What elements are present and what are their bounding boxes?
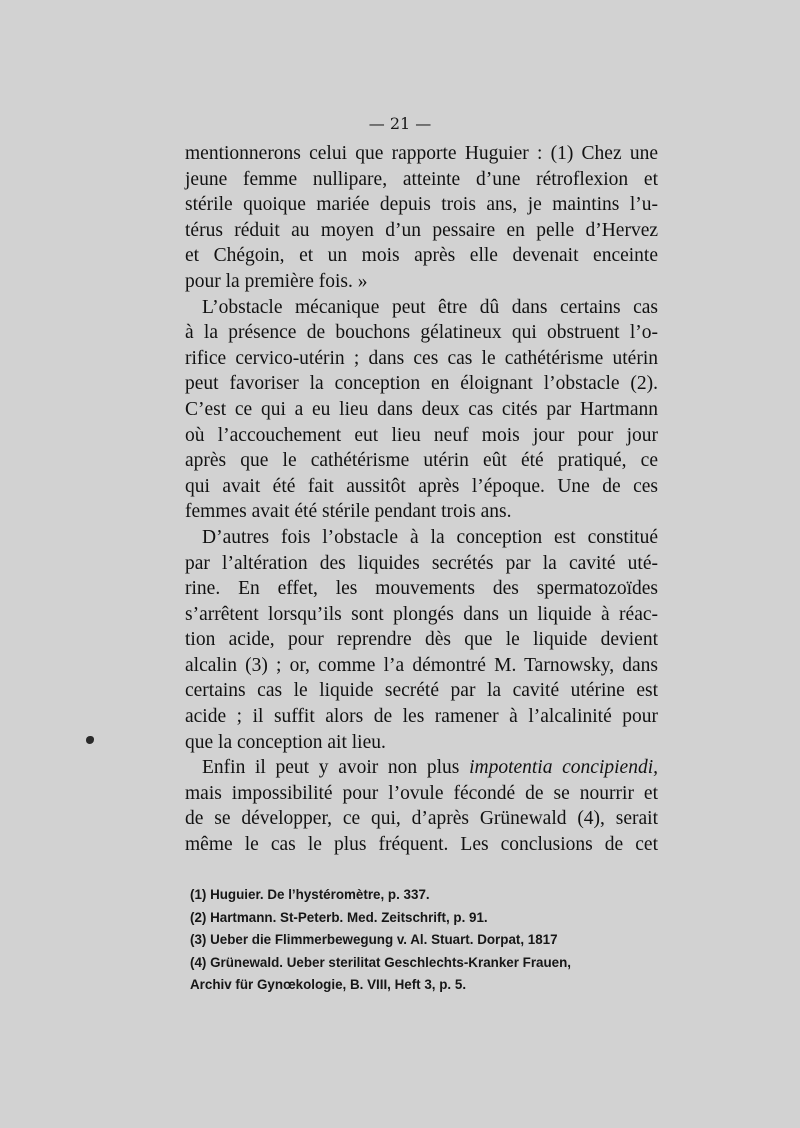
text-line: jeune femme nullipare, atteinte d’une rétroflexion et <box>185 168 658 190</box>
text-line: même le cas le plus fréquent. Les conclusions de cet <box>185 834 658 856</box>
footnote: (1) Huguier. De l’hystéromètre, p. 337. <box>190 887 430 902</box>
text-line: après que le cathétérisme utérin eût été pratiqué, ce <box>185 450 658 472</box>
text-line: que la conception ait lieu. <box>185 731 386 753</box>
text-line: où l’accouchement eut lieu neuf mois jour pour jour <box>185 424 658 446</box>
text-line: L’obstacle mécanique peut être dû dans certains cas <box>202 296 658 318</box>
enfin-italic: impotentia concipiendi, <box>469 757 658 779</box>
footnote: (4) Grünewald. Ueber sterilitat Geschlechts-Kranker Frauen, <box>190 954 572 970</box>
text-line: C’est ce qui a eu lieu dans deux cas cités par Hartmann <box>185 398 658 420</box>
footnotes <box>190 884 662 997</box>
text-line: s’arrêtent lorsqu’ils sont plongés dans un liquide à réac- <box>185 603 658 625</box>
body-text <box>185 141 658 858</box>
text-line: pour la première fois. » <box>185 270 368 292</box>
page-number: — 21 — <box>368 114 432 133</box>
text-line: par l’altération des liquides secrétés par la cavité uté- <box>185 552 658 574</box>
text-line: rine. En effet, les mouvements des spermatozoïdes <box>185 578 658 600</box>
text-line: acide ; il suffit alors de les ramener à l’alcalinité pour <box>185 706 658 728</box>
text-line: alcalin (3) ; or, comme l’a démontré M. Tarnowsky, dans <box>185 654 658 676</box>
text-line: térus réduit au moyen d’un pessaire en pelle d’Hervez <box>185 219 658 241</box>
text-line: mais impossibilité pour l’ovule fécondé de se nourrir et <box>185 782 658 804</box>
ink-spot <box>86 736 94 744</box>
enfin-prefix: Enfin il peut y avoir non plus <box>202 757 470 779</box>
text-line: à la présence de bouchons gélatineux qui obstruent l’o- <box>185 322 658 344</box>
text-line: et Chégoin, et un mois après elle devenait enceinte <box>185 245 658 267</box>
text-line: de se développer, ce qui, d’après Grünewald (4), serait <box>185 808 658 830</box>
text-line: peut favoriser la conception en éloignant l’obstacle (2). <box>185 373 658 395</box>
text-line: mentionnerons celui que rapporte Huguier : (1) Chez une <box>185 143 658 164</box>
text-line: femmes avait été stérile pendant trois ans. <box>185 501 512 523</box>
text-line: rifice cervico-utérin ; dans ces cas le cathétérisme utérin <box>185 347 658 369</box>
text-line: qui avait été fait aussitôt après l’époque. Une de ces <box>185 475 658 497</box>
text-line: certains cas le liquide secrété par la cavité utérine est <box>185 680 658 702</box>
text-line: D’autres fois l’obstacle à la conception est constitué <box>202 526 658 548</box>
text-line: stérile quoique mariée depuis trois ans, je maintins l’u- <box>185 194 658 216</box>
footnote: (2) Hartmann. St-Peterb. Med. Zeitschrift, p. 91. <box>190 909 488 925</box>
footnote: (3) Ueber die Flimmerbewegung v. Al. Stuart. Dorpat, 1817 <box>190 932 558 947</box>
text-line: tion acide, pour reprendre dès que le liquide devient <box>185 629 658 651</box>
text-line-enfin <box>185 755 658 781</box>
footnote: Archiv für Gynœkologie, B. VIII, Heft 3, p. 5. <box>190 977 467 992</box>
